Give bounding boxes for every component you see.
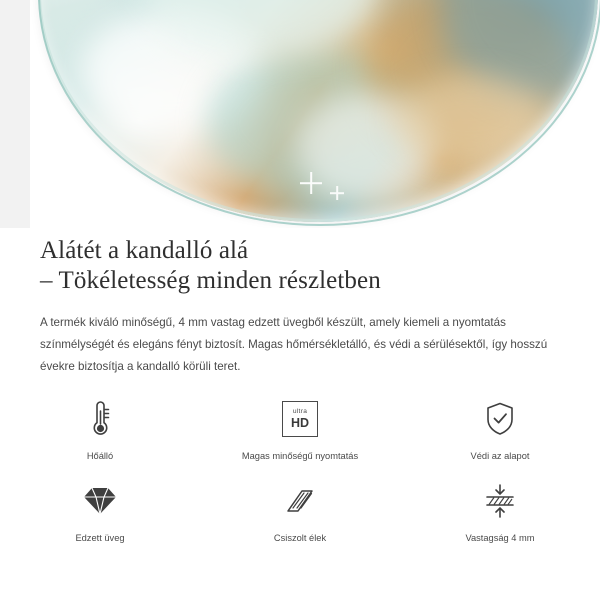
description-paragraph: A termék kiváló minőségű, 4 mm vastag edzett üvegből készült, amely kiemeli a nyomtatás színmélységét és elegáns fényt biztosít. Magas hőmérsékletálló, és védi a sérülésektől, így hosszú évekre biztosítja a kandalló körüli teret. bbox=[40, 316, 548, 373]
feature-label: Védi az alapot bbox=[470, 451, 530, 461]
thickness-arrows-icon bbox=[480, 478, 520, 524]
glass-board-image bbox=[38, 0, 598, 222]
feature-heat-resistant bbox=[0, 396, 200, 474]
feature-surface-protection bbox=[400, 396, 600, 474]
diamond-icon bbox=[81, 478, 119, 524]
shield-check-icon bbox=[483, 396, 517, 442]
feature-label: Csiszolt élek bbox=[273, 533, 327, 543]
headline-line-2: – Tökéletesség minden részletben bbox=[40, 267, 381, 294]
feature-polished-edges bbox=[200, 478, 400, 556]
glass-edge-highlight bbox=[38, 0, 598, 222]
polished-edges-icon bbox=[282, 478, 318, 524]
page-title bbox=[0, 228, 600, 296]
feature-grid bbox=[0, 396, 600, 556]
feature-label: Magas minőségű nyomtatás bbox=[241, 451, 359, 461]
feature-label: Edzett üveg bbox=[75, 533, 125, 543]
badge-bottom-text: HD bbox=[290, 415, 310, 430]
badge-top-text: ultra bbox=[292, 407, 308, 415]
feature-tempered-glass bbox=[0, 478, 200, 556]
feature-thickness bbox=[400, 478, 600, 556]
hero-left-strip bbox=[0, 0, 30, 228]
feature-label: Vastagság 4 mm bbox=[465, 533, 535, 543]
text-content bbox=[0, 228, 600, 378]
headline-line-1: Alátét a kandalló alá bbox=[40, 237, 249, 264]
feature-label: Hőálló bbox=[86, 451, 114, 461]
hero-image bbox=[0, 0, 600, 228]
ultra-hd-badge-icon bbox=[282, 396, 318, 442]
thermometer-icon bbox=[83, 396, 117, 442]
feature-print-quality bbox=[200, 396, 400, 474]
